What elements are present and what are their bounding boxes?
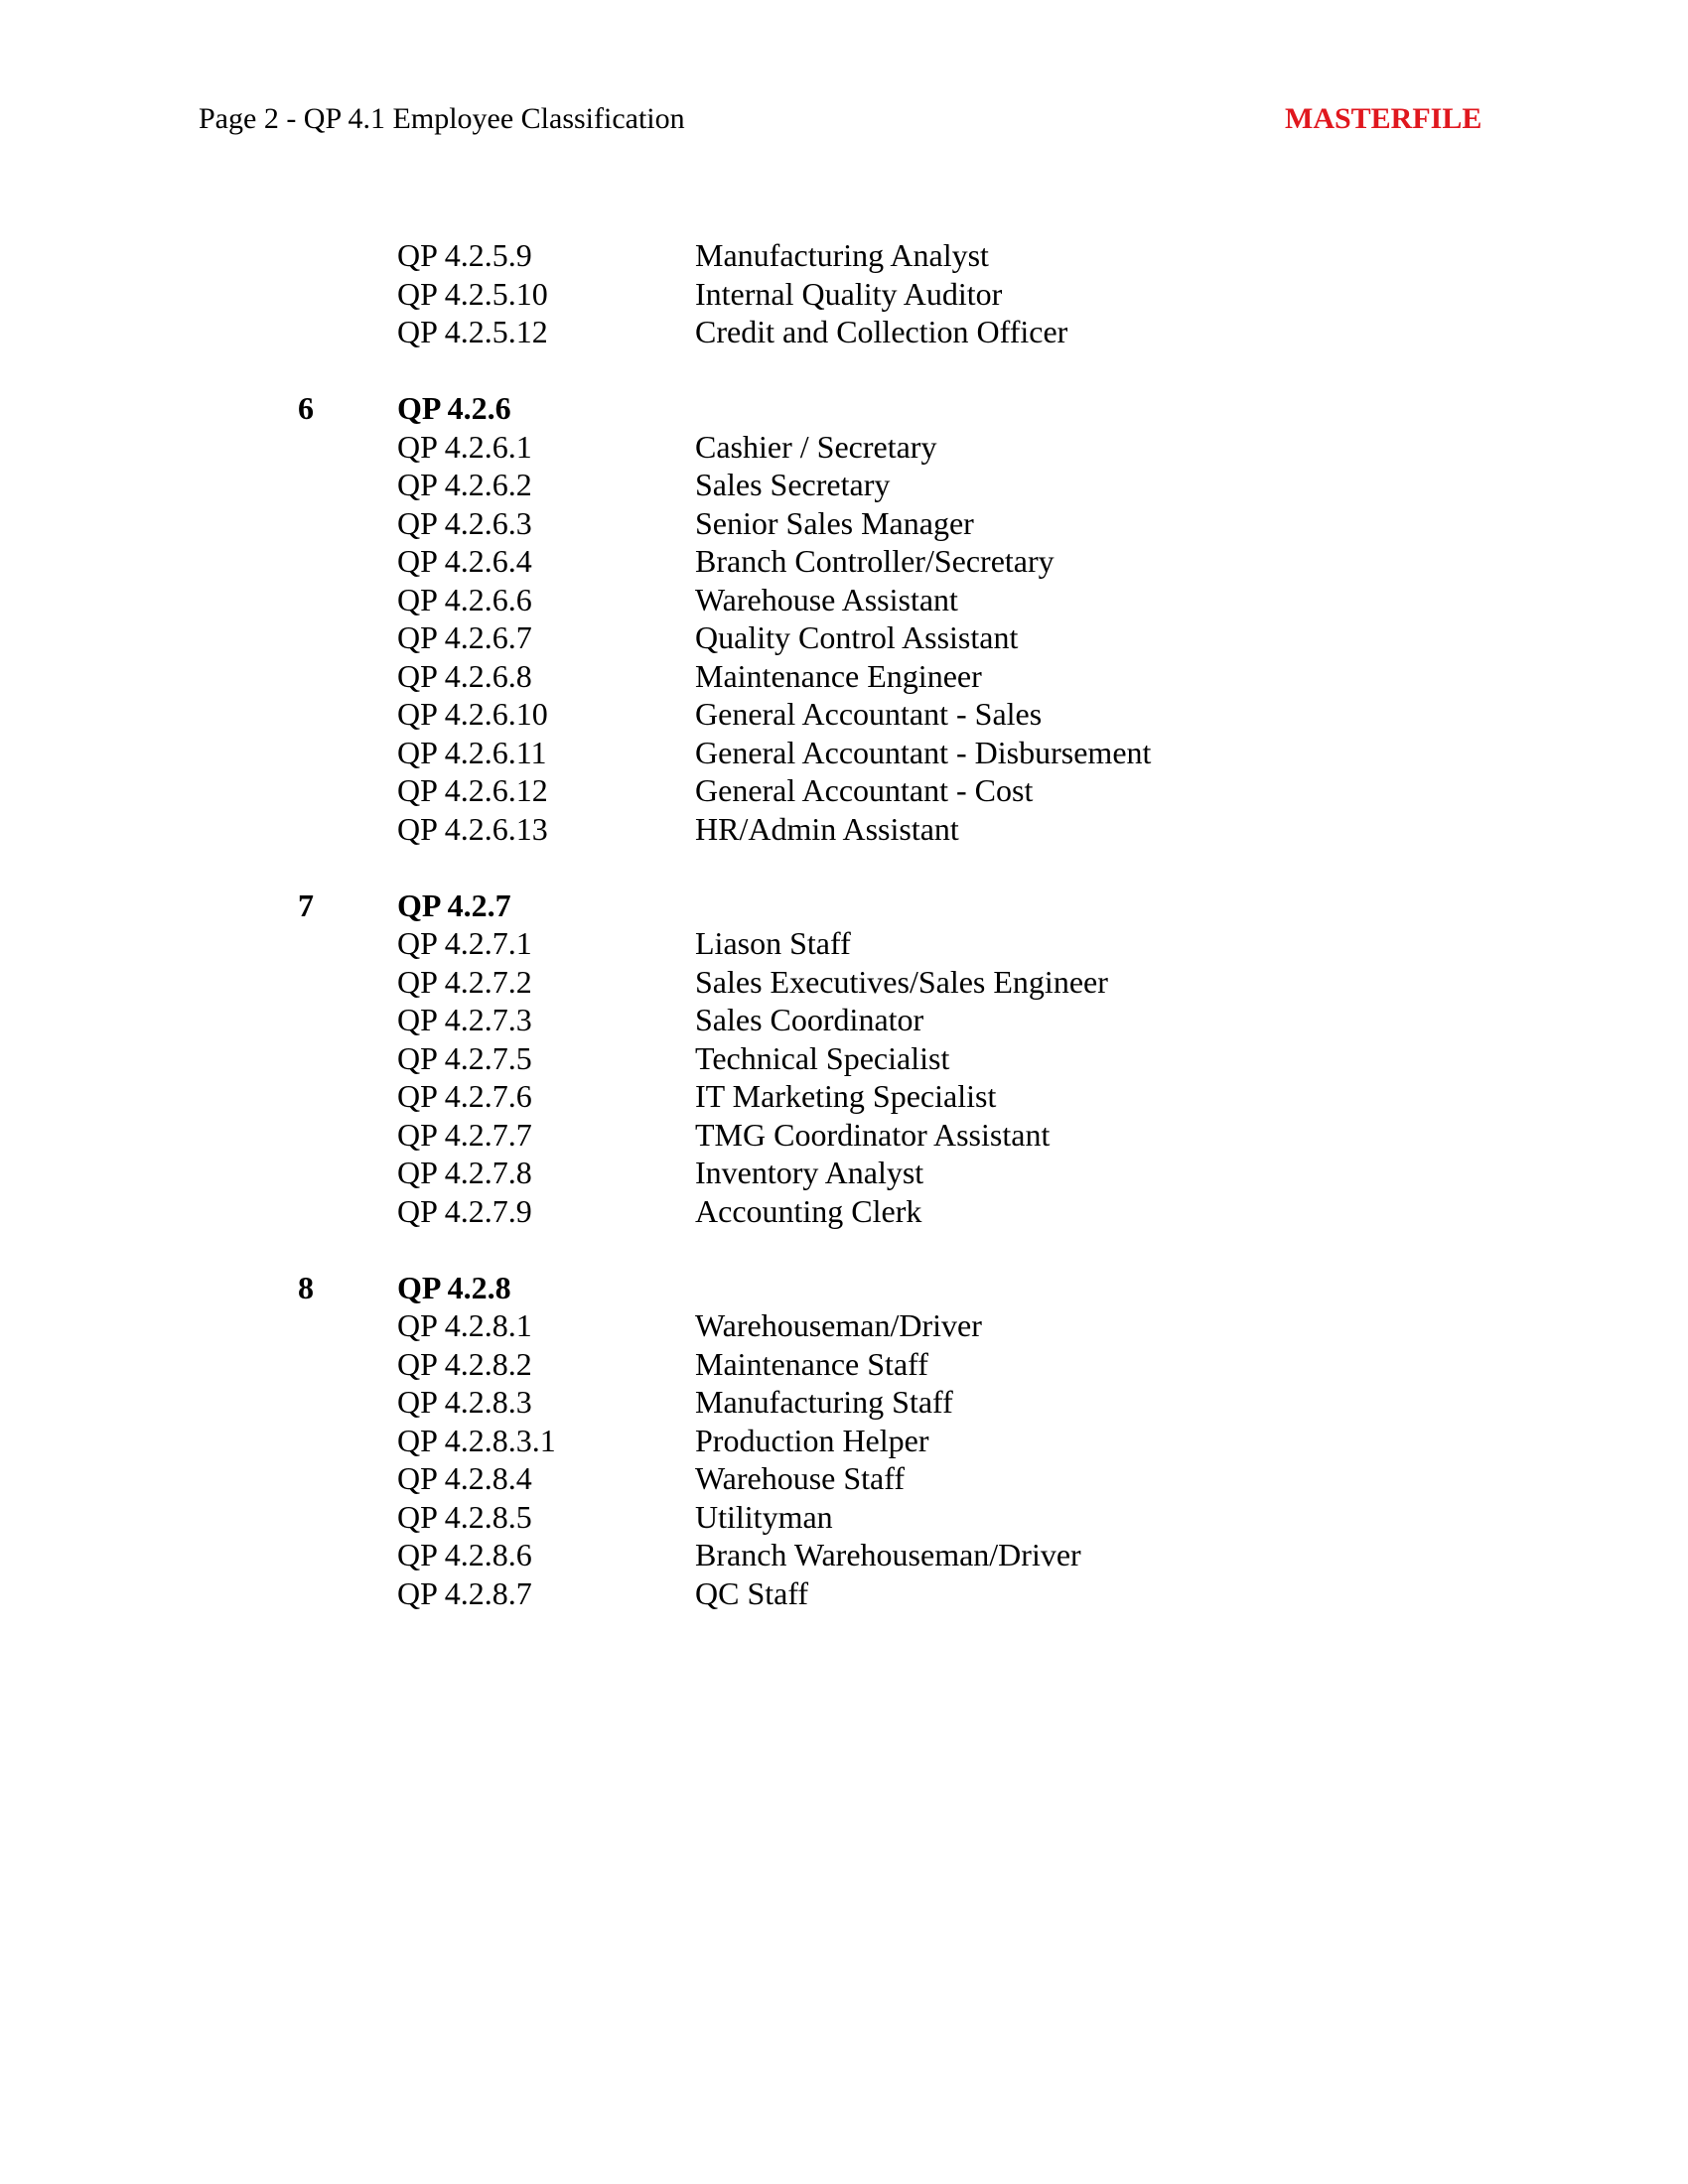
item-code: QP 4.2.6.10 xyxy=(397,696,548,732)
item-code: QP 4.2.8.3.1 xyxy=(397,1422,556,1458)
list-item xyxy=(0,618,1688,657)
item-title: Maintenance Engineer xyxy=(695,657,982,694)
item-code: QP 4.2.8.2 xyxy=(397,1345,532,1382)
list-item xyxy=(0,1039,1688,1078)
item-title: Sales Secretary xyxy=(695,467,891,502)
list-item xyxy=(0,1345,1688,1384)
item-title: Warehouse Assistant xyxy=(695,581,958,617)
list-item xyxy=(0,504,1688,543)
item-title: Technical Specialist xyxy=(695,1039,950,1076)
item-title: Utilityman xyxy=(695,1498,833,1535)
item-code: QP 4.2.8.6 xyxy=(397,1537,532,1572)
list-item xyxy=(0,236,1688,275)
list-item xyxy=(0,1459,1688,1498)
masterfile-label: MASTERFILE xyxy=(1285,102,1482,135)
item-title: Warehouseman/Driver xyxy=(695,1307,982,1343)
item-title: Sales Coordinator xyxy=(695,1002,924,1037)
item-code: QP 4.2.8.5 xyxy=(397,1498,532,1535)
item-title: HR/Admin Assistant xyxy=(695,810,959,847)
item-title: Senior Sales Manager xyxy=(695,504,974,541)
item-title: Branch Controller/Secretary xyxy=(695,543,1055,579)
item-title: General Accountant - Sales xyxy=(695,696,1043,732)
item-title: Maintenance Staff xyxy=(695,1345,928,1382)
section-header xyxy=(0,1269,1688,1307)
item-code: QP 4.2.6.4 xyxy=(397,543,532,579)
classification-section xyxy=(0,389,1688,848)
list-item xyxy=(0,428,1688,467)
page-header-title: Page 2 - QP 4.1 Employee Classification xyxy=(199,102,685,135)
item-title: Manufacturing Analyst xyxy=(695,237,989,273)
item-code: QP 4.2.7.8 xyxy=(397,1155,532,1190)
list-item xyxy=(0,542,1688,581)
list-item xyxy=(0,771,1688,810)
item-code: QP 4.2.6.8 xyxy=(397,657,532,694)
section-code: QP 4.2.8 xyxy=(397,1269,511,1305)
section-number: 6 xyxy=(298,390,314,426)
list-item xyxy=(0,1422,1688,1460)
item-code: QP 4.2.6.2 xyxy=(397,467,532,502)
classification-section xyxy=(0,236,1688,351)
item-code: QP 4.2.8.4 xyxy=(397,1460,532,1496)
list-item xyxy=(0,1154,1688,1192)
list-item xyxy=(0,657,1688,696)
item-code: QP 4.2.6.13 xyxy=(397,810,548,847)
item-code: QP 4.2.5.10 xyxy=(397,275,548,312)
item-title: Production Helper xyxy=(695,1422,929,1458)
section-number: 8 xyxy=(298,1269,314,1305)
item-code: QP 4.2.6.11 xyxy=(397,734,547,770)
item-code: QP 4.2.8.1 xyxy=(397,1307,532,1343)
item-code: QP 4.2.5.9 xyxy=(397,237,532,273)
item-code: QP 4.2.7.5 xyxy=(397,1039,532,1076)
item-title: General Accountant - Cost xyxy=(695,772,1034,808)
item-title: TMG Coordinator Assistant xyxy=(695,1116,1051,1153)
item-title: Accounting Clerk xyxy=(695,1192,922,1229)
item-title: Liason Staff xyxy=(695,925,851,961)
item-code: QP 4.2.6.7 xyxy=(397,619,532,655)
item-code: QP 4.2.7.6 xyxy=(397,1078,532,1114)
section-code: QP 4.2.7 xyxy=(397,887,511,923)
list-item xyxy=(0,1001,1688,1039)
item-title: Credit and Collection Officer xyxy=(695,314,1068,349)
list-item xyxy=(0,1498,1688,1537)
list-item xyxy=(0,1306,1688,1345)
list-item xyxy=(0,466,1688,504)
item-code: QP 4.2.5.12 xyxy=(397,314,548,349)
item-code: QP 4.2.6.1 xyxy=(397,428,532,465)
list-item xyxy=(0,275,1688,314)
classification-list xyxy=(0,236,1688,1651)
list-item xyxy=(0,963,1688,1002)
item-code: QP 4.2.6.12 xyxy=(397,772,548,808)
item-code: QP 4.2.7.3 xyxy=(397,1002,532,1037)
list-item xyxy=(0,1192,1688,1231)
list-item xyxy=(0,1077,1688,1116)
item-code: QP 4.2.7.9 xyxy=(397,1192,532,1229)
item-title: Cashier / Secretary xyxy=(695,428,937,465)
list-item xyxy=(0,734,1688,772)
item-code: QP 4.2.6.3 xyxy=(397,504,532,541)
item-code: QP 4.2.8.3 xyxy=(397,1384,532,1420)
section-code: QP 4.2.6 xyxy=(397,390,511,426)
item-code: QP 4.2.8.7 xyxy=(397,1574,532,1611)
list-item xyxy=(0,924,1688,963)
item-title: Quality Control Assistant xyxy=(695,619,1019,655)
item-title: QC Staff xyxy=(695,1574,809,1611)
item-code: QP 4.2.6.6 xyxy=(397,581,532,617)
item-title: IT Marketing Specialist xyxy=(695,1078,997,1114)
section-header xyxy=(0,389,1688,428)
list-item xyxy=(0,581,1688,619)
item-title: Manufacturing Staff xyxy=(695,1384,953,1420)
item-code: QP 4.2.7.7 xyxy=(397,1116,532,1153)
item-title: Sales Executives/Sales Engineer xyxy=(695,963,1108,1000)
list-item xyxy=(0,1383,1688,1422)
list-item xyxy=(0,810,1688,849)
list-item xyxy=(0,1536,1688,1574)
item-title: Internal Quality Auditor xyxy=(695,275,1003,312)
list-item xyxy=(0,1116,1688,1155)
classification-section xyxy=(0,1269,1688,1613)
item-title: General Accountant - Disbursement xyxy=(695,734,1152,770)
classification-section xyxy=(0,887,1688,1231)
list-item xyxy=(0,1574,1688,1613)
list-item xyxy=(0,313,1688,351)
section-header xyxy=(0,887,1688,925)
item-code: QP 4.2.7.1 xyxy=(397,925,532,961)
list-item xyxy=(0,695,1688,734)
item-title: Inventory Analyst xyxy=(695,1155,924,1190)
item-title: Branch Warehouseman/Driver xyxy=(695,1537,1081,1572)
section-number: 7 xyxy=(298,887,314,923)
item-code: QP 4.2.7.2 xyxy=(397,963,532,1000)
item-title: Warehouse Staff xyxy=(695,1460,905,1496)
